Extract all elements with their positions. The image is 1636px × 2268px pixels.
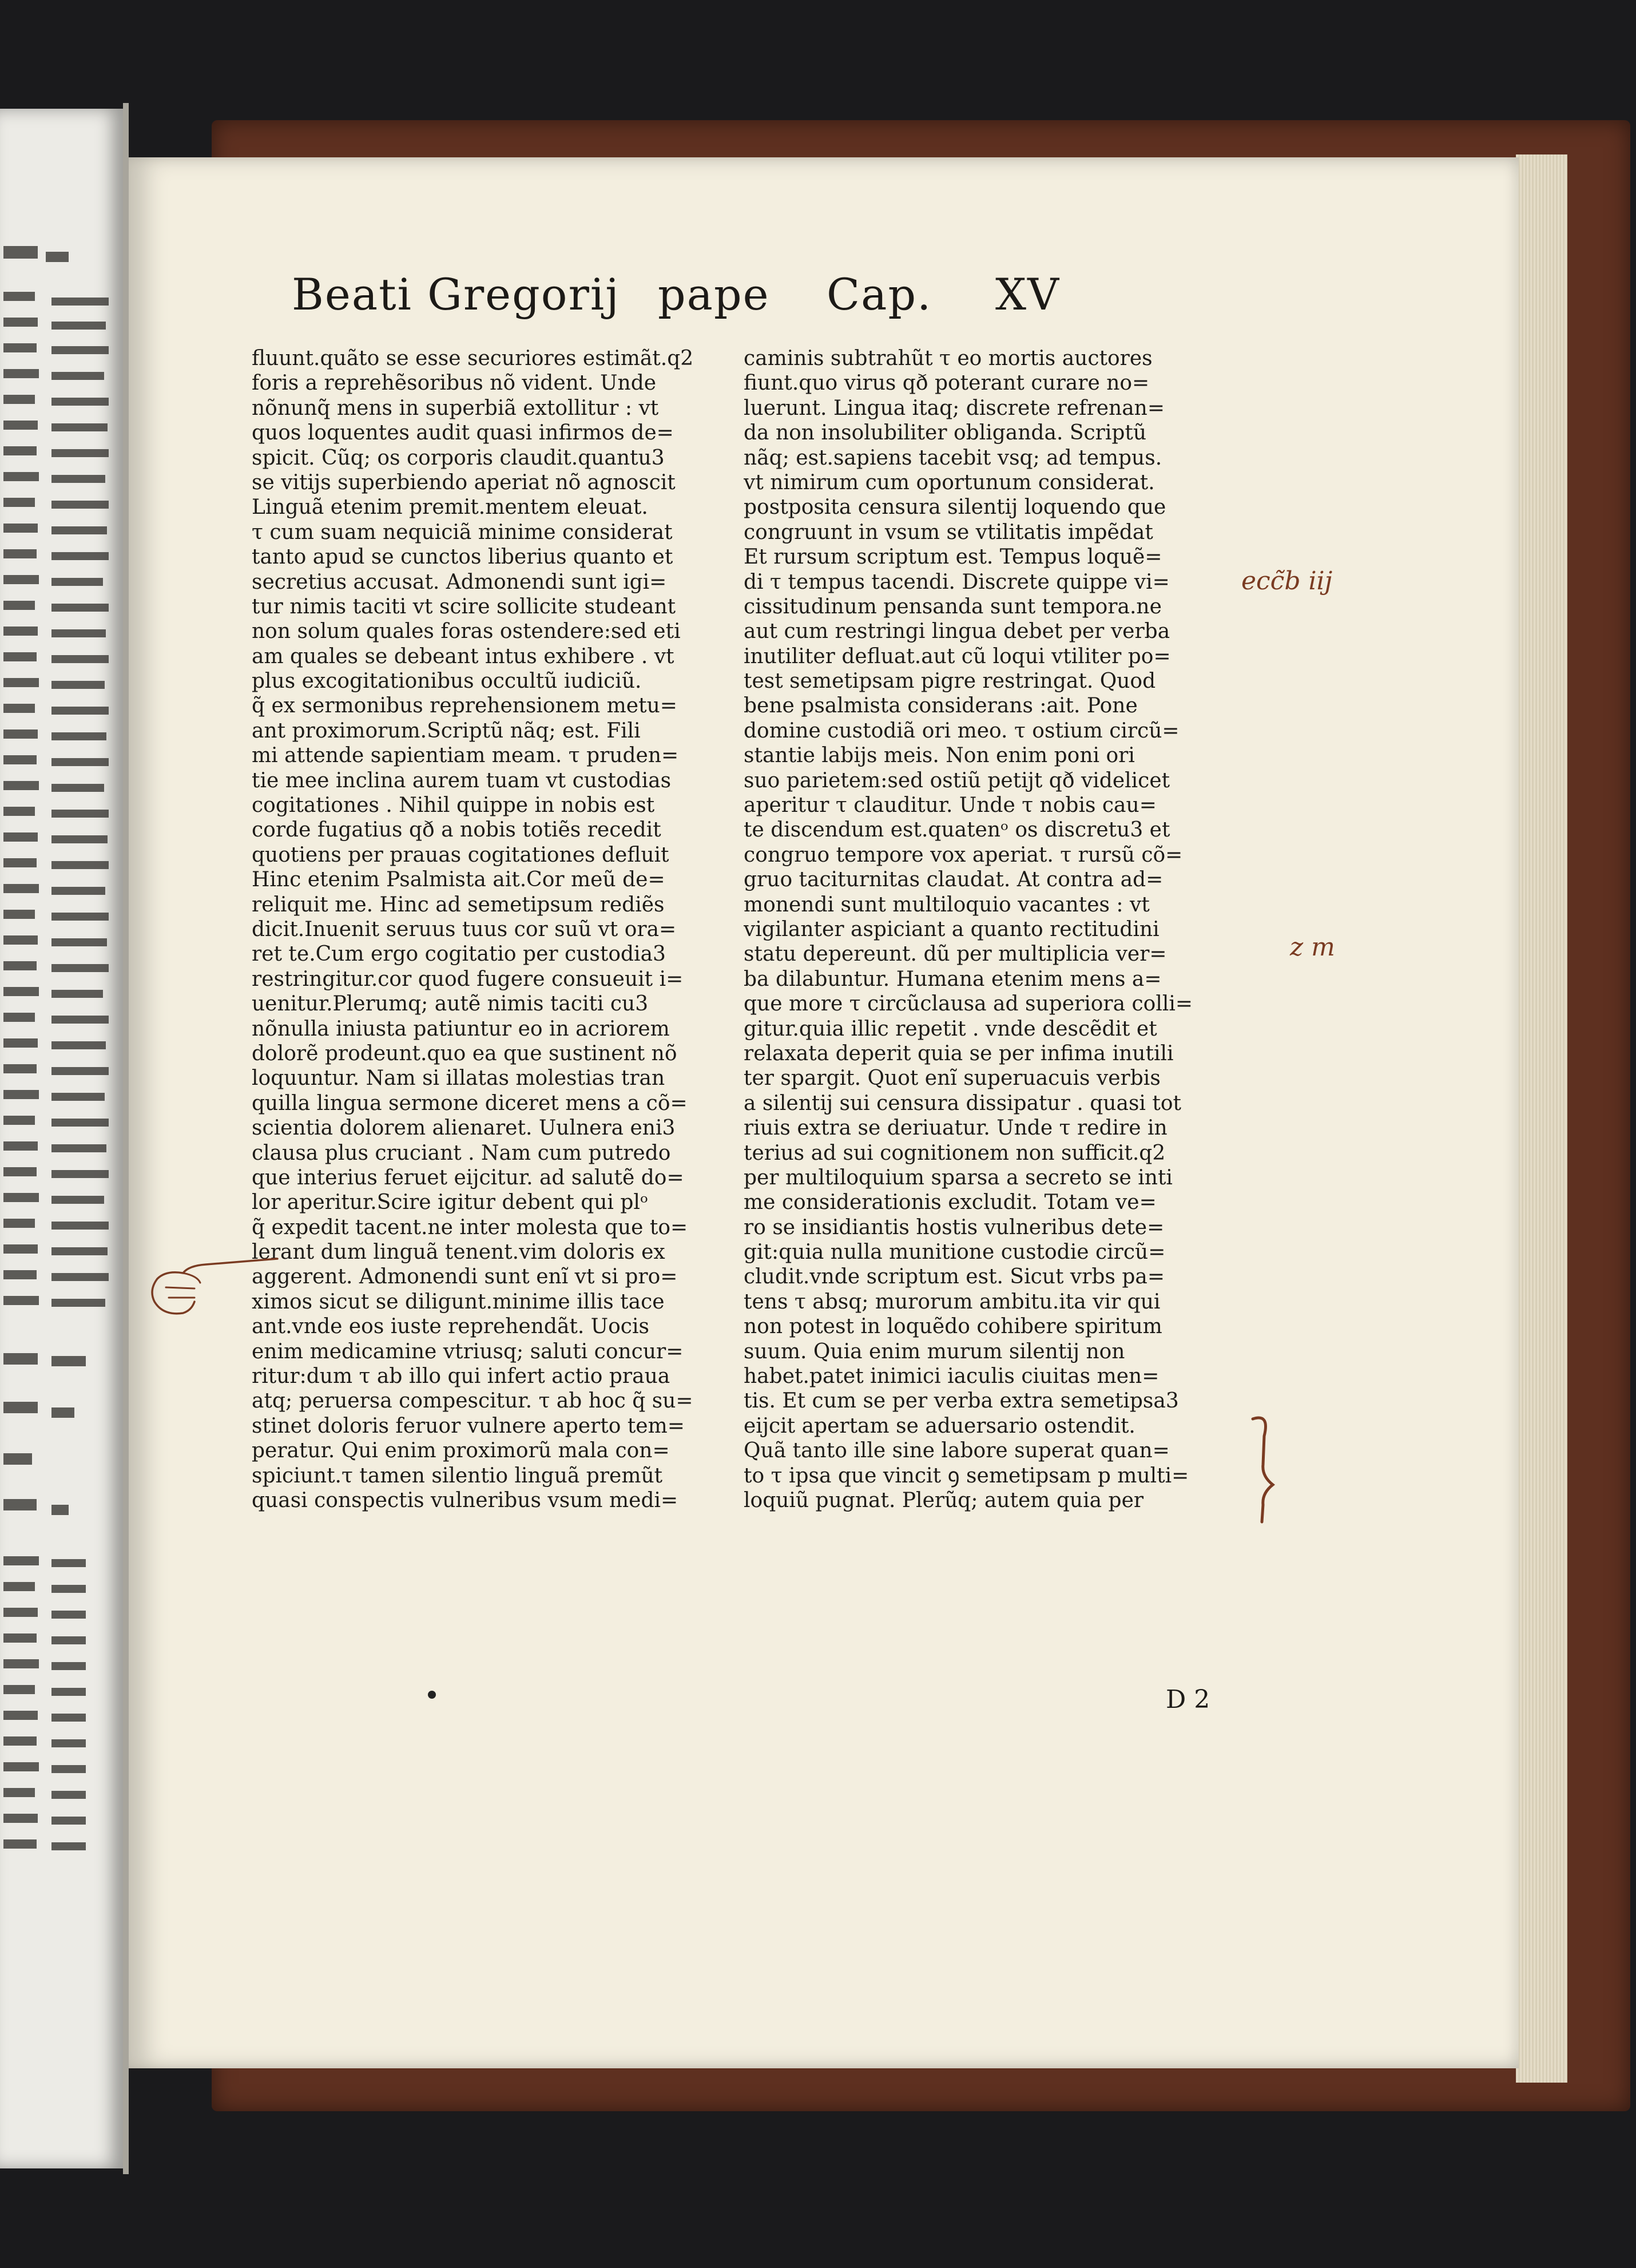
text-line: ret te.Cum ergo cogitatio per custodia3 bbox=[252, 942, 666, 966]
text-line: da non insolubiliter obliganda. Scriptũ bbox=[744, 421, 1147, 445]
text-line: corde fugatius qð a nobis totiẽs recedit bbox=[252, 818, 661, 842]
text-line: reliquit me. Hinc ad semetipsum rediẽs bbox=[252, 893, 665, 917]
text-line: ba dilabuntur. Humana etenim mens a= bbox=[744, 967, 1162, 991]
text-line: di τ tempus tacendi. Discrete quippe vi= bbox=[744, 570, 1170, 594]
text-line: me considerationis excludit. Totam ve= bbox=[744, 1191, 1157, 1215]
text-line: que interius feruet eijcitur. ad salutẽ do= bbox=[252, 1165, 684, 1189]
running-head-author: Beati Gregorij bbox=[292, 269, 620, 320]
text-line: statu depereunt. dũ per multiplicia ver= bbox=[744, 942, 1167, 966]
text-line: quilla lingua sermone diceret mens a cõ= bbox=[252, 1091, 688, 1115]
text-line: ter spargit. Quot enĩ superuacuis verbis bbox=[744, 1066, 1161, 1091]
text-line: nõnunq̃ mens in superbiã extollitur : vt bbox=[252, 396, 659, 420]
text-line: Et rursum scriptum est. Tempus loquẽ= bbox=[744, 545, 1162, 569]
text-line: aggerent. Admonendi sunt enĩ vt si pro= bbox=[252, 1265, 678, 1289]
marginal-note-2: z m bbox=[1290, 933, 1335, 962]
text-line: spiciunt.τ tamen silentio linguã premũt bbox=[252, 1464, 663, 1488]
text-line: ritur:dum τ ab illo qui infert actio praua bbox=[252, 1365, 670, 1389]
text-line: non potest in loquẽdo cohibere spiritum bbox=[744, 1315, 1162, 1339]
running-head bbox=[292, 269, 1121, 338]
text-line: a silentij sui censura dissipatur . quasi tot bbox=[744, 1091, 1181, 1115]
text-line: suo parietem:sed ostiũ petijt qð videlicet bbox=[744, 768, 1170, 792]
text-line: tur nimis taciti vt scire sollicite studeant bbox=[252, 594, 676, 618]
text-line: loquuntur. Nam si illatas molestias tran bbox=[252, 1066, 665, 1091]
text-line: uenitur.Plerumq; autẽ nimis taciti cu3 bbox=[252, 992, 649, 1016]
text-line: fluunt.quãto se esse securiores estimãt.q2 bbox=[252, 347, 694, 370]
text-line: tanto apud se cunctos liberius quanto et bbox=[252, 545, 673, 569]
text-line: vt nimirum cum oportunum considerat. bbox=[744, 470, 1155, 494]
text-line: tis. Et cum se per verba extra semetipsa3 bbox=[744, 1389, 1179, 1413]
text-line: gruo taciturnitas claudat. At contra ad= bbox=[744, 868, 1164, 892]
text-line: atq; peruersa compescitur. τ ab hoc q̃ su= bbox=[252, 1389, 693, 1413]
text-line: dicit.Inuenit seruus tuus cor suũ vt ora= bbox=[252, 917, 677, 941]
text-line: test semetipsam pigre restringat. Quod bbox=[744, 669, 1156, 693]
text-line: cogitationes . Nihil quippe in nobis est bbox=[252, 794, 655, 818]
text-line: Quã tanto ille sine labore superat quan= bbox=[744, 1439, 1170, 1463]
text-line: fiunt.quo virus qð poterant curare no= bbox=[744, 371, 1150, 395]
text-line: suum. Quia enim murum silentij non bbox=[744, 1339, 1125, 1363]
text-line: am quales se debeant intus exhibere . vt bbox=[252, 644, 674, 668]
running-head-chapter-number: XV bbox=[995, 269, 1060, 320]
text-line: clausa plus cruciant . Nam cum putredo bbox=[252, 1141, 671, 1165]
text-line: restringitur.cor quod fugere consueuit i= bbox=[252, 967, 684, 991]
text-line: ant proximorum.Scriptũ nãq; est. Fili bbox=[252, 719, 641, 743]
text-line: scientia dolorem alienaret. Uulnera eni3 bbox=[252, 1116, 676, 1140]
text-line: τ cum suam nequiciã minime considerat bbox=[252, 520, 673, 544]
text-line: lerant dum linguã tenent.vim doloris ex bbox=[252, 1240, 665, 1264]
text-line: vigilanter aspiciant a quanto rectitudini bbox=[744, 917, 1160, 941]
text-line: foris a reprehẽsoribus nõ vident. Unde bbox=[252, 371, 657, 395]
text-line: ximos sicut se diligunt.minime illis tace bbox=[252, 1290, 665, 1314]
text-line: q̃ ex sermonibus reprehensionem metu= bbox=[252, 694, 677, 718]
text-line: se vitijs superbiendo aperiat nõ agnoscit bbox=[252, 470, 676, 494]
text-line: terius ad sui cognitionem non sufficit.q2 bbox=[744, 1141, 1166, 1165]
text-line: monendi sunt multiloquio vacantes : vt bbox=[744, 893, 1150, 917]
text-line: cludit.vnde scriptum est. Sicut vrbs pa= bbox=[744, 1265, 1165, 1289]
text-line: peratur. Qui enim proximorũ mala con= bbox=[252, 1439, 670, 1463]
text-line: te discendum est.quatenᵒ os discretu3 et bbox=[744, 818, 1170, 842]
text-line: aut cum restringi lingua debet per verba bbox=[744, 620, 1170, 644]
text-line: postposita censura silentij loquendo que bbox=[744, 495, 1166, 520]
text-line: lor aperitur.Scire igitur debent qui plᵒ bbox=[252, 1191, 648, 1215]
text-line: aperitur τ clauditur. Unde τ nobis cau= bbox=[744, 794, 1157, 818]
text-line: stantie labijs meis. Non enim poni ori bbox=[744, 744, 1135, 768]
text-line: enim medicamine vtriusq; saluti concur= bbox=[252, 1339, 684, 1363]
right-text-column bbox=[744, 346, 1225, 1513]
text-line: ant.vnde eos iuste reprehendãt. Uocis bbox=[252, 1315, 649, 1339]
text-line: non solum quales foras ostendere:sed eti bbox=[252, 620, 681, 644]
text-line: nãq; est.sapiens tacebit vsq; ad tempus. bbox=[744, 446, 1162, 470]
text-line: domine custodiã ori meo. τ ostium circũ= bbox=[744, 719, 1180, 743]
marginal-bracket-mark bbox=[1247, 1407, 1281, 1528]
text-line: nõnulla iniusta patiuntur eo in acriorem bbox=[252, 1017, 670, 1041]
text-line: quasi conspectis vulneribus vsum medi= bbox=[252, 1488, 678, 1512]
text-line: ro se insidiantis hostis vulneribus dete= bbox=[744, 1215, 1165, 1239]
marginal-note-1: ecc̃b iij bbox=[1241, 566, 1333, 596]
text-line: luerunt. Lingua itaq; discrete refrenan= bbox=[744, 396, 1165, 420]
text-line: to τ ipsa que vincit ꝯ semetipsam p multi= bbox=[744, 1464, 1189, 1488]
text-line: cissitudinum pensanda sunt tempora.ne bbox=[744, 594, 1162, 618]
text-line: que more τ circũclausa ad superiora colli= bbox=[744, 992, 1193, 1016]
text-line: eijcit apertam se aduersario ostendit. bbox=[744, 1414, 1135, 1438]
text-line: riuis extra se deriuatur. Unde τ redire in bbox=[744, 1116, 1168, 1140]
manicule-pointing-hand-icon bbox=[143, 1247, 286, 1333]
running-head-title: pape bbox=[658, 269, 770, 320]
text-line: relaxata deperit quia se per infima inutili bbox=[744, 1041, 1174, 1065]
text-line: Hinc etenim Psalmista ait.Cor meũ de= bbox=[252, 868, 665, 892]
previous-page-fragment bbox=[0, 109, 123, 2168]
ink-dot bbox=[428, 1691, 436, 1699]
page-edges bbox=[1516, 154, 1567, 2083]
text-line: loquiũ pugnat. Plerũq; autem quia per bbox=[744, 1488, 1144, 1512]
running-head-chapter-label: Cap. bbox=[827, 269, 932, 320]
text-line: spicit. Cũq; os corporis claudit.quantu3 bbox=[252, 446, 665, 470]
text-line: secretius accusat. Admonendi sunt igi= bbox=[252, 570, 667, 594]
text-line: caminis subtrahũt τ eo mortis auctores bbox=[744, 347, 1153, 370]
signature-mark: D 2 bbox=[1166, 1685, 1210, 1714]
text-line: inutiliter defluat.aut cũ loqui vtiliter po= bbox=[744, 644, 1171, 668]
text-line: git:quia nulla munitione custodie circũ= bbox=[744, 1240, 1166, 1264]
text-line: bene psalmista considerans :ait. Pone bbox=[744, 694, 1138, 718]
left-text-column bbox=[252, 346, 733, 1513]
text-line: tens τ absq; murorum ambitu.ita vir qui bbox=[744, 1290, 1161, 1314]
text-line: congruo tempore vox aperiat. τ rursũ cõ= bbox=[744, 843, 1183, 867]
text-line: per multiloquium sparsa a secreto se inti bbox=[744, 1165, 1173, 1189]
text-line: mi attende sapientiam meam. τ pruden= bbox=[252, 744, 679, 768]
text-line: stinet doloris feruor vulnere aperto tem= bbox=[252, 1414, 685, 1438]
text-line: quos loquentes audit quasi infirmos de= bbox=[252, 421, 674, 445]
text-line: quotiens per prauas cogitationes defluit bbox=[252, 843, 669, 867]
previous-page-text-lines bbox=[0, 109, 123, 2168]
text-line: plus excogitationibus occultũ iudiciũ. bbox=[252, 669, 642, 693]
previous-page-edge bbox=[123, 103, 129, 2174]
text-line: Linguã etenim premit.mentem eleuat. bbox=[252, 495, 648, 520]
text-line: tie mee inclina aurem tuam vt custodias bbox=[252, 768, 672, 792]
text-line: gitur.quia illic repetit . vnde descẽdit et bbox=[744, 1017, 1157, 1041]
text-line: congruunt in vsum se vtilitatis impẽdat bbox=[744, 520, 1153, 544]
text-line: habet.patet inimici iaculis ciuitas men= bbox=[744, 1365, 1160, 1389]
text-line: dolorẽ prodeunt.quo ea que sustinent nõ bbox=[252, 1041, 677, 1065]
text-line: q̃ expedit tacent.ne inter molesta que to= bbox=[252, 1215, 688, 1239]
